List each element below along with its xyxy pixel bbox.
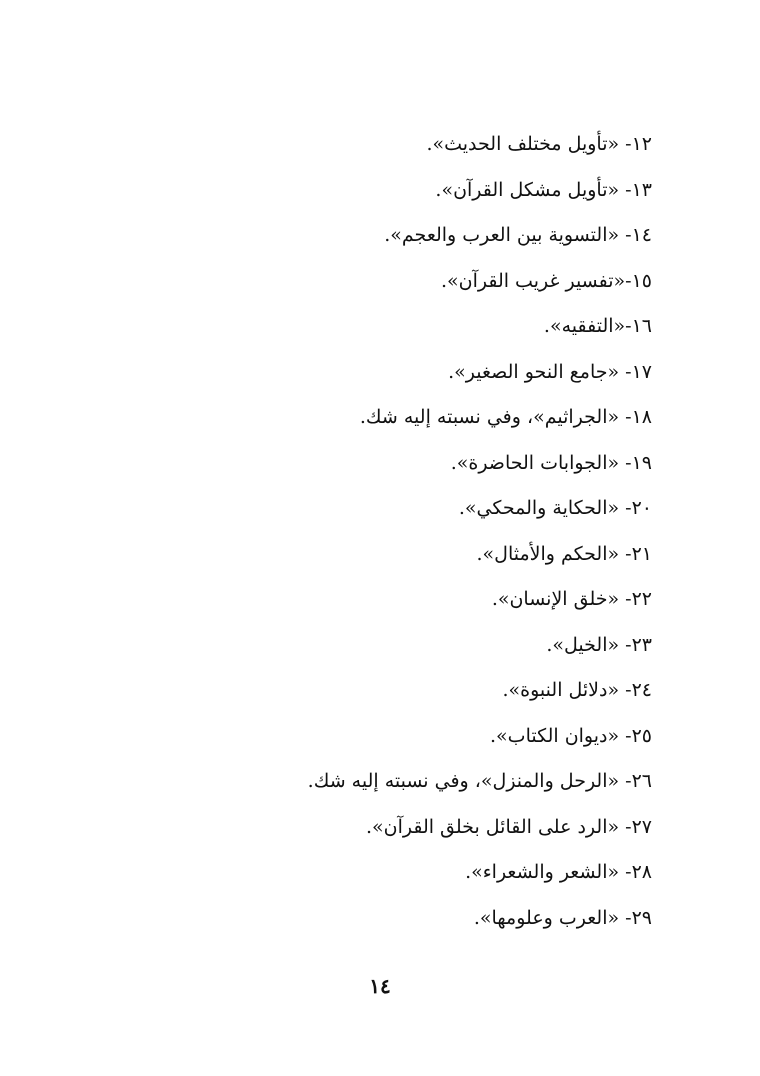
list-item: ١٧- «جامع النحو الصغير». xyxy=(448,360,652,383)
list-item: ١٨- «الجراثيم»، وفي نسبته إليه شك. xyxy=(359,406,652,428)
list-item: ١٦-«التفقيه». xyxy=(543,315,652,337)
list-item: ٢٤- «دلائل النبوة». xyxy=(502,679,652,701)
page-number: ١٤ xyxy=(369,974,391,998)
list-item: ٢٧- «الرد على القائل بخلق القرآن». xyxy=(365,815,652,838)
list-item: ١٤- «التسوية بين العرب والعجم». xyxy=(384,224,652,246)
book-title-list xyxy=(92,122,652,941)
list-item: ٢٠- «الحكاية والمحكي». xyxy=(458,497,652,519)
list-item: ٢٩- «العرب وعلومها». xyxy=(473,906,652,929)
list-item: ٢٥- «ديوان الكتاب». xyxy=(490,724,652,747)
list-item: ٢٨- «الشعر والشعراء». xyxy=(465,861,652,883)
list-item: ٢١- «الحكم والأمثال». xyxy=(476,542,652,565)
list-item: ١٩- «الجوابات الحاضرة». xyxy=(450,451,652,474)
list-item: ٢٦- «الرحل والمنزل»، وفي نسبته إليه شك. xyxy=(307,770,652,792)
list-item: ٢٢- «خلق الإنسان». xyxy=(491,588,652,610)
list-item: ١٥-«تفسير غريب القرآن». xyxy=(440,269,652,292)
list-item: ١٢- «تأويل مختلف الحديث». xyxy=(426,133,652,155)
list-item: ١٣- «تأويل مشكل القرآن». xyxy=(435,178,652,201)
list-item: ٢٣- «الخيل». xyxy=(546,633,652,656)
